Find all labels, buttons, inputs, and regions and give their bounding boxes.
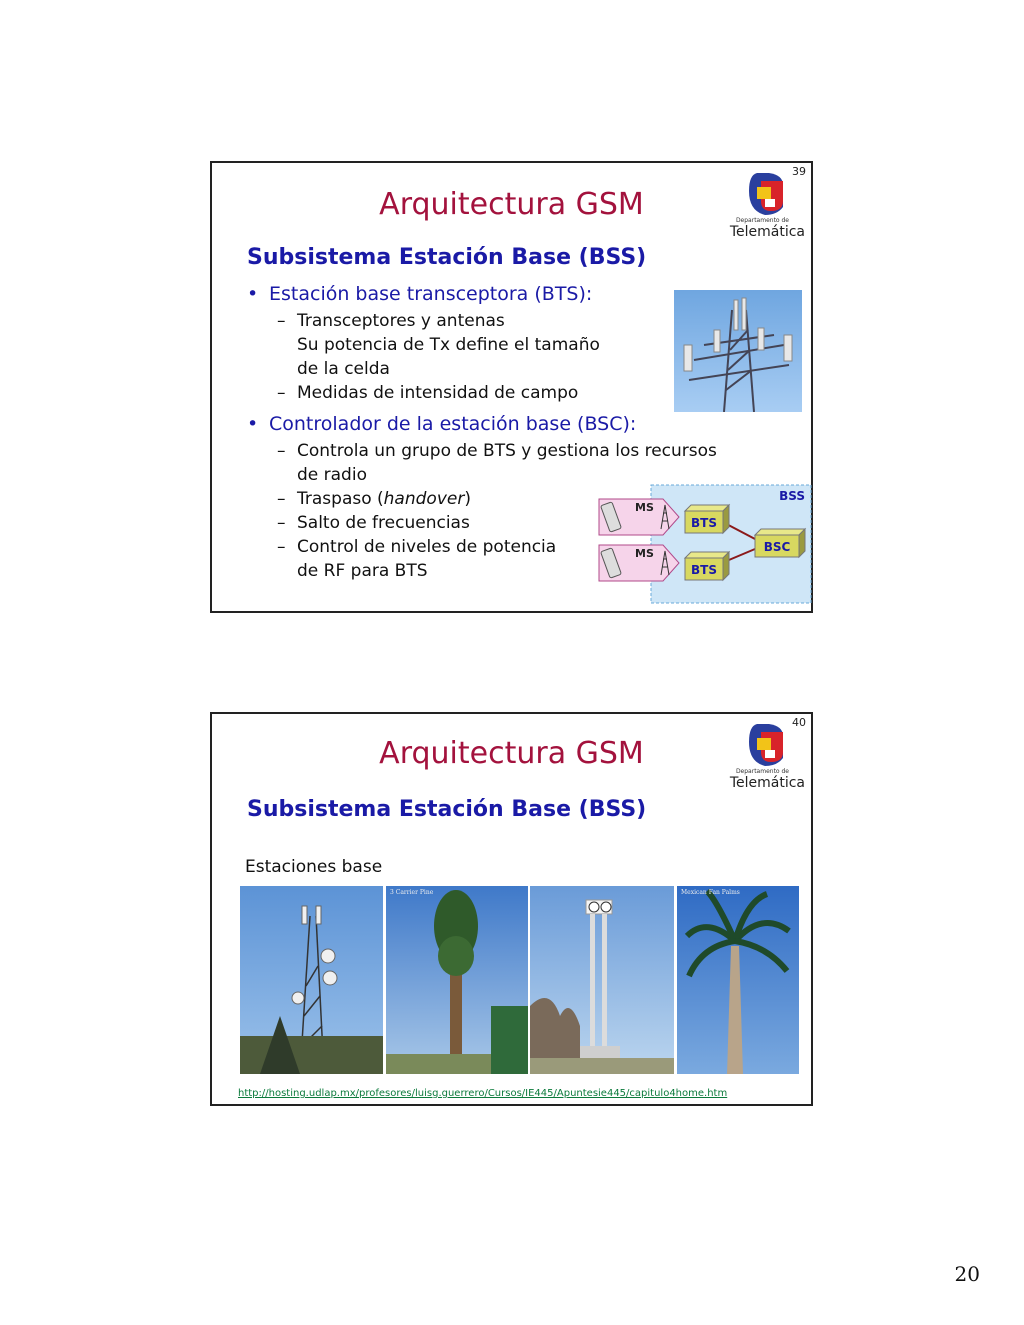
dash-item: – Controla un grupo de BTS y gestiona los recursos de radio <box>277 441 717 485</box>
dash-text: Traspaso ( <box>297 489 384 509</box>
section-subtitle: Subsistema Estación Base (BSS) <box>247 797 647 822</box>
clock-tower-photo <box>530 886 674 1074</box>
bsc-box <box>755 529 805 557</box>
ms-label-1: MS <box>635 501 654 514</box>
bss-label: BSS <box>779 489 805 503</box>
lattice-tower-photo <box>240 886 383 1074</box>
telematica-logo-icon <box>727 722 807 772</box>
source-link[interactable]: http://hosting.udlap.mx/profesores/luisg.guerrero/Cursos/IE445/Apuntesie445/capitulo4home.htm <box>238 1088 728 1099</box>
dash-item: – Control de niveles de potencia de RF para BTS <box>277 537 557 581</box>
bts-label-1: BTS <box>691 516 717 530</box>
photos-caption: Estaciones base <box>245 857 383 877</box>
slide-39 <box>210 161 813 613</box>
slide-number: 40 <box>792 716 806 729</box>
dash-text-cont: de radio <box>297 465 367 485</box>
bullet-bts <box>247 283 592 305</box>
dash-text: Controla un grupo de BTS y gestiona los recursos <box>297 441 717 461</box>
bts-label-2: BTS <box>691 563 717 577</box>
page-number: 20 <box>954 1262 980 1286</box>
dash-text-cont: de RF para BTS <box>297 561 428 581</box>
ms-label-2: MS <box>635 547 654 560</box>
bsc-label: BSC <box>763 540 791 554</box>
bullet-dot: • <box>247 413 259 435</box>
dash-item: – Salto de frecuencias <box>277 513 470 533</box>
bts-box-2 <box>685 552 729 580</box>
bullet-text: Controlador de la estación base (BSC): <box>269 413 637 435</box>
photo-label: Mexican Fan Palms <box>681 889 740 896</box>
photo-label: 3 Carrier Pine <box>390 889 434 896</box>
pine-tower-photo <box>386 886 528 1074</box>
bss-diagram <box>577 483 813 607</box>
dash-text: Medidas de intensidad de campo <box>297 383 579 403</box>
dash-text-cont: Su potencia de Tx define el tamaño <box>297 335 600 355</box>
dash-text: ) <box>464 489 471 509</box>
logo-text: Telemática <box>729 224 805 240</box>
bts-antenna-photo <box>674 290 802 412</box>
slide-number: 39 <box>792 165 806 178</box>
logo-small-text: Departamento de <box>735 768 789 775</box>
telematica-logo <box>727 171 807 241</box>
logo-small-text: Departamento de <box>735 217 789 224</box>
dash-text: Salto de frecuencias <box>297 513 470 533</box>
dash-text: Control de niveles de potencia <box>297 537 557 557</box>
dash-text-cont: de la celda <box>297 359 390 379</box>
section-subtitle: Subsistema Estación Base (BSS) <box>247 245 647 270</box>
slide-40 <box>210 712 813 1106</box>
dash-text: Transceptores y antenas <box>297 311 505 331</box>
telematica-logo-icon <box>727 171 807 221</box>
bullet-bsc <box>247 413 636 435</box>
dash-item: – Traspaso (handover) <box>277 489 471 509</box>
dash-italic-text: handover <box>383 489 465 509</box>
bts-box-1 <box>685 505 729 533</box>
slide-title: Arquitectura GSM <box>379 736 644 771</box>
dash-item: – Transceptores y antenas Su potencia de Tx define el tamaño de la celda <box>277 311 600 379</box>
dash-item: – Medidas de intensidad de campo <box>277 383 579 403</box>
bullet-text: Estación base transceptora (BTS): <box>269 283 593 305</box>
logo-text: Telemática <box>729 775 805 791</box>
palm-tower-photo <box>677 886 799 1074</box>
slide-title: Arquitectura GSM <box>379 187 644 222</box>
bullet-dot: • <box>247 283 259 305</box>
telematica-logo <box>727 722 807 792</box>
